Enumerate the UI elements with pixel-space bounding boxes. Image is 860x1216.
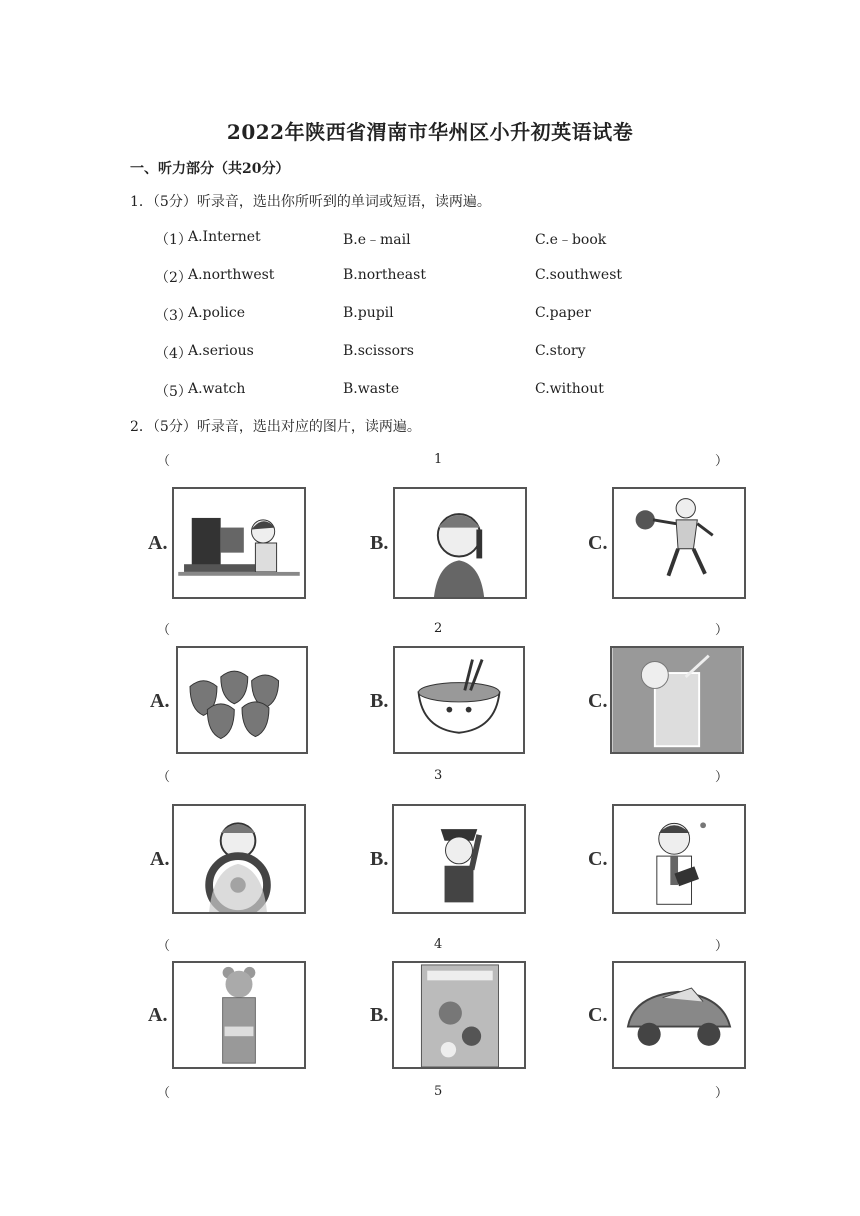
paren-open-5: （ bbox=[157, 1086, 171, 1101]
q1-item-3-a: A.police bbox=[188, 305, 246, 321]
paren-open-4: （ bbox=[157, 939, 171, 954]
doctor-picture bbox=[612, 804, 746, 914]
question-2-stem: 2．（5分）听录音，选出对应的图片，读两遍。 bbox=[130, 419, 421, 435]
strawberries-picture bbox=[176, 646, 308, 754]
q1-item-5-a: A.watch bbox=[188, 381, 246, 397]
row3-label-b: B. bbox=[370, 848, 389, 870]
question-1-stem: 1．（5分）听录音，选出你所听到的单词或短语，读两遍。 bbox=[130, 194, 491, 210]
paren-open-2: （ bbox=[157, 623, 171, 638]
row1-label-a: A. bbox=[148, 532, 168, 554]
q1-item-5-num: （5） bbox=[155, 384, 192, 400]
item-number-2: 2 bbox=[434, 621, 443, 636]
item-number-4: 4 bbox=[434, 937, 443, 952]
row1-label-b: B. bbox=[370, 532, 389, 554]
q1-item-2-b: B.northeast bbox=[343, 267, 426, 283]
item-number-3: 3 bbox=[434, 768, 443, 783]
paren-close-1: ） bbox=[715, 454, 729, 469]
row2-label-a: A. bbox=[150, 690, 170, 712]
row2-label-c: C. bbox=[588, 690, 608, 712]
q1-item-2-num: （2） bbox=[155, 270, 192, 286]
q1-item-2-c: C.southwest bbox=[535, 267, 623, 283]
boy-playing-basketball-picture bbox=[612, 487, 746, 599]
police-officer-picture bbox=[392, 804, 526, 914]
q1-item-1-c: C.e﹣book bbox=[535, 232, 607, 248]
q1-item-4-c: C.story bbox=[535, 343, 586, 359]
paren-close-5: ） bbox=[715, 1086, 729, 1101]
q1-item-4-a: A.serious bbox=[188, 343, 254, 359]
row4-label-a: A. bbox=[148, 1004, 168, 1026]
q1-item-4-b: B.scissors bbox=[343, 343, 414, 359]
paren-close-3: ） bbox=[715, 770, 729, 785]
item-number-5: 5 bbox=[434, 1084, 443, 1099]
item-number-1: 1 bbox=[434, 452, 443, 467]
row2-label-b: B. bbox=[370, 690, 389, 712]
driver-picture bbox=[172, 804, 306, 914]
q1-item-3-b: B.pupil bbox=[343, 305, 394, 321]
row1-label-c: C. bbox=[588, 532, 608, 554]
paren-close-2: ） bbox=[715, 623, 729, 638]
row3-label-a: A. bbox=[150, 848, 170, 870]
boy-on-phone-picture bbox=[393, 487, 527, 599]
paren-open-1: （ bbox=[157, 454, 171, 469]
toy-car-picture bbox=[612, 961, 746, 1069]
boy-at-computer-picture bbox=[172, 487, 306, 599]
row4-label-c: C. bbox=[588, 1004, 608, 1026]
q1-item-3-num: （3） bbox=[155, 308, 192, 324]
page-title: 2022年陕西省渭南市华州区小升初英语试卷 bbox=[226, 120, 634, 144]
q1-item-1-b: B.e﹣mail bbox=[343, 232, 411, 248]
q1-item-3-c: C.paper bbox=[535, 305, 591, 321]
noodle-bowl-picture bbox=[393, 646, 525, 754]
q1-item-1-a: A.Internet bbox=[188, 229, 261, 245]
paren-open-3: （ bbox=[157, 770, 171, 785]
bear-bottle-picture bbox=[172, 961, 306, 1069]
q1-item-5-c: C.without bbox=[535, 381, 604, 397]
section-heading: 一、听力部分（共20分） bbox=[130, 161, 290, 177]
q1-item-5-b: B.waste bbox=[343, 381, 400, 397]
q1-item-2-a: A.northwest bbox=[188, 267, 275, 283]
q1-item-1-num: （1） bbox=[155, 232, 192, 248]
q1-item-4-num: （4） bbox=[155, 346, 192, 362]
row4-label-b: B. bbox=[370, 1004, 389, 1026]
row3-label-c: C. bbox=[588, 848, 608, 870]
picture-book-picture bbox=[392, 961, 526, 1069]
juice-glass-picture bbox=[610, 646, 744, 754]
paren-close-4: ） bbox=[715, 939, 729, 954]
